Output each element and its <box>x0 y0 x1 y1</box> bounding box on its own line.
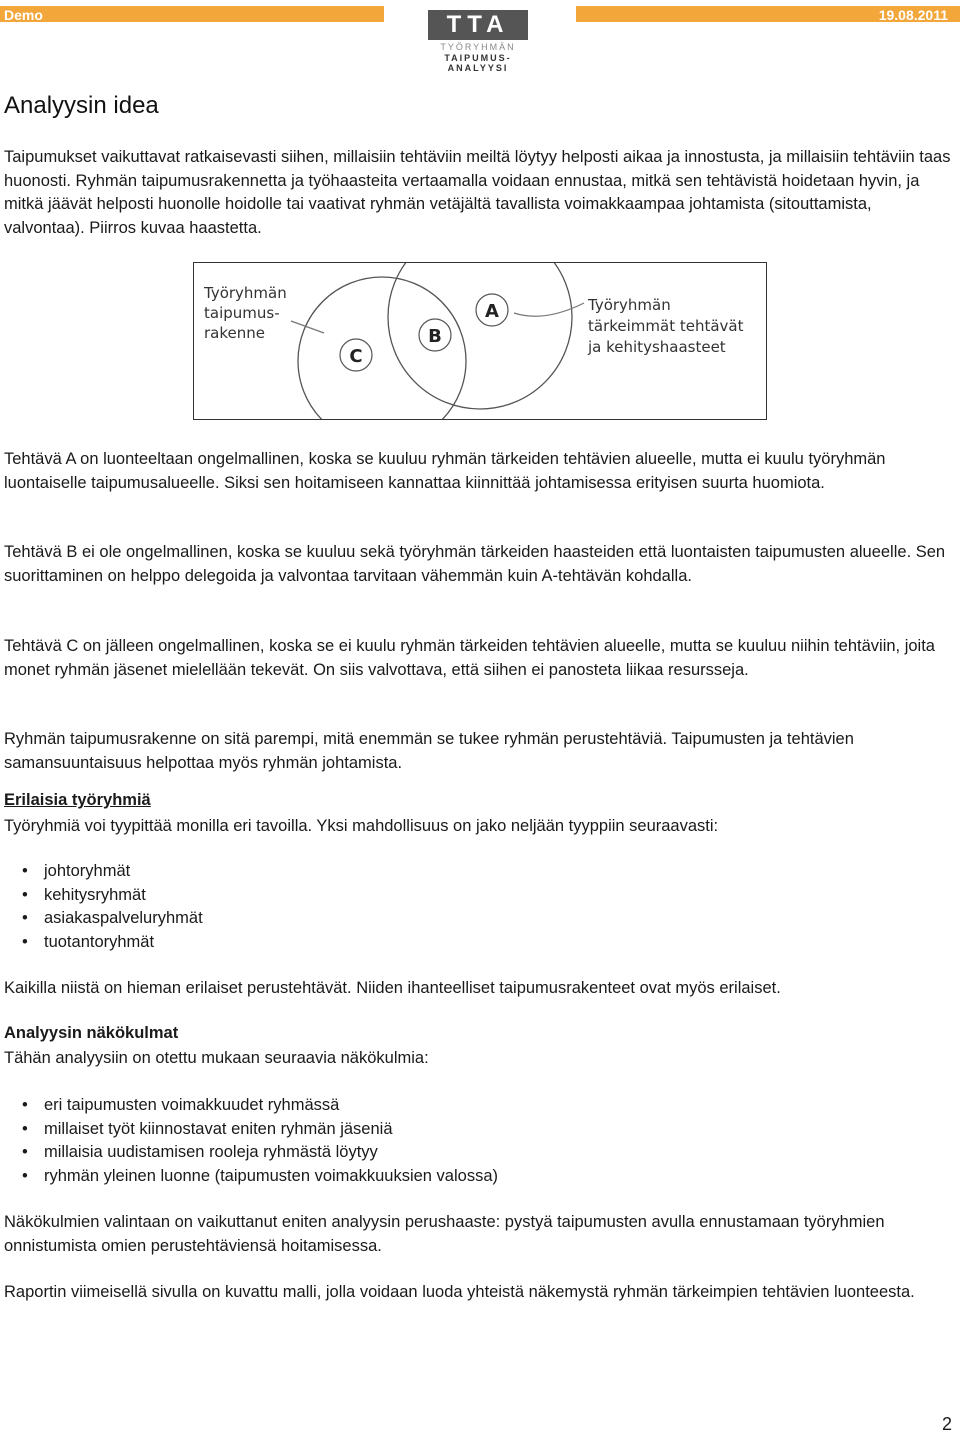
page-number: 2 <box>941 1414 952 1434</box>
left-caption-line2: taipumus- <box>204 304 280 322</box>
paragraph-summary: Ryhmän taipumusrakenne on sitä parempi, mitä enemmän se tukee ryhmän perustehtäviä. Taipumusten ja tehtävien samansuuntaisuus helpottaa myös ryhmän johtamista. <box>4 730 854 772</box>
header-bar-left <box>0 6 384 22</box>
right-caption <box>587 296 748 356</box>
header-demo-label: Demo <box>4 7 43 23</box>
task-b-label: B <box>428 326 442 347</box>
left-caption-line3: rakenne <box>204 324 265 342</box>
right-pointer-line <box>514 303 584 316</box>
section-heading-nakokulmat: Analyysin näkökulmat <box>4 1024 179 1042</box>
page-title: Analyysin idea <box>4 92 159 119</box>
section2-intro: Tähän analyysiin on otettu mukaan seuraavia näkökulmia: <box>4 1049 429 1067</box>
section-heading-tyoryhmat: Erilaisia työryhmiä <box>4 791 151 809</box>
right-caption-line2: tärkeimmät tehtävät <box>588 317 744 335</box>
paragraph-task-c: Tehtävä C on jälleen ongelmallinen, koska se ei kuulu ryhmän tärkeiden tehtävien alueelle, mutta se kuuluu niihin tehtäviin, joita monet ryhmän jäsenet mielellään tekevät. On siis valvottava, että siihen ei panosteta liikaa resursseja. <box>4 637 935 679</box>
header-date: 19.08.2011 <box>878 7 948 23</box>
list-item: • asiakaspalveluryhmät <box>30 907 203 931</box>
section2-paragraph1: Näkökulmien valintaan on vaikuttanut eniten analyysin perushaaste: pystyä taipumusten avulla ennustamaan työryhmien onnistumista omien perustehtäviensä hoitamisessa. <box>4 1213 885 1255</box>
circle-tarkeimmat-tehtavat <box>388 263 572 409</box>
venn-figure <box>193 262 767 420</box>
logo <box>428 8 528 73</box>
paragraph-task-a: Tehtävä A on luonteeltaan ongelmallinen, koska se kuuluu ryhmän tärkeiden tehtävien alueelle, mutta ei kuulu työryhmän luontaiselle taipumusalueelle. Siksi sen hoitamiseen kannattaa kiinnittää johtamisessa erityisen suurta huomiota. <box>4 450 886 492</box>
venn-diagram <box>194 263 766 419</box>
logo-line3: ANALYYSI <box>447 63 509 73</box>
task-a-label: A <box>485 301 499 322</box>
list-item: • johtoryhmät <box>30 860 203 884</box>
viewpoint-list <box>30 1094 498 1188</box>
list-item: • millaiset työt kiinnostavat eniten ryhmän jäseniä <box>30 1118 498 1142</box>
section2-paragraph2: Raportin viimeisellä sivulla on kuvattu malli, jolla voidaan luoda yhteistä näkemystä ryhmän tärkeimpien tehtävien luonteesta. <box>4 1283 915 1301</box>
logo-mark: TTA <box>446 11 510 38</box>
right-caption-line3: ja kehityshaasteet <box>588 338 726 356</box>
section1-outro: Kaikilla niistä on hieman erilaiset perustehtävät. Niiden ihanteelliset taipumusrakenteet ovat myös erilaiset. <box>4 979 781 997</box>
list-item: • millaisia uudistamisen rooleja ryhmästä löytyy <box>30 1141 498 1165</box>
list-item: • kehitysryhmät <box>30 884 203 908</box>
list-item: • ryhmän yleinen luonne (taipumusten voimakkuuksien valossa) <box>30 1165 498 1189</box>
left-caption <box>203 284 292 342</box>
list-item: • tuotantoryhmät <box>30 931 203 955</box>
paragraph-task-b: Tehtävä B ei ole ongelmallinen, koska se kuuluu sekä työryhmän tärkeiden haasteiden että luontaisten taipumusten alueelle. Sen suorittaminen on helppo delegoida ja valvontaa tarvitaan vähemmän kuin A-tehtävän kohdalla. <box>4 543 946 585</box>
group-type-list <box>30 860 203 954</box>
list-item: • eri taipumusten voimakkuudet ryhmässä <box>30 1094 498 1118</box>
left-caption-line1: Työryhmän <box>204 284 287 302</box>
right-caption-line1: Työryhmän <box>588 296 671 314</box>
logo-line2: TAIPUMUS- <box>444 53 512 63</box>
logo-line1: TYÖRYHMÄN <box>440 42 516 52</box>
intro-paragraph: Taipumukset vaikuttavat ratkaisevasti siihen, millaisiin tehtäviin meiltä löytyy helposti aikaa ja innostusta, ja millaisiin tehtäviin taas huonosti. Ryhmän taipumusrakennetta ja työhaasteita vertaamalla voidaan ennustaa, mitkä sen tehtävistä hoidetaan hyvin, ja mitkä jäävät helposti huonolle hoidolle tai vaativat ryhmän vetäjältä tavallista voimakkaampaa johtamista (sitouttamista, valvontaa). Piirros kuvaa haastetta. <box>4 148 951 237</box>
section1-intro: Työryhmiä voi tyypittää monilla eri tavoilla. Yksi mahdollisuus on jako neljään tyyppiin seuraavasti: <box>4 817 719 835</box>
task-c-label: C <box>349 346 363 367</box>
